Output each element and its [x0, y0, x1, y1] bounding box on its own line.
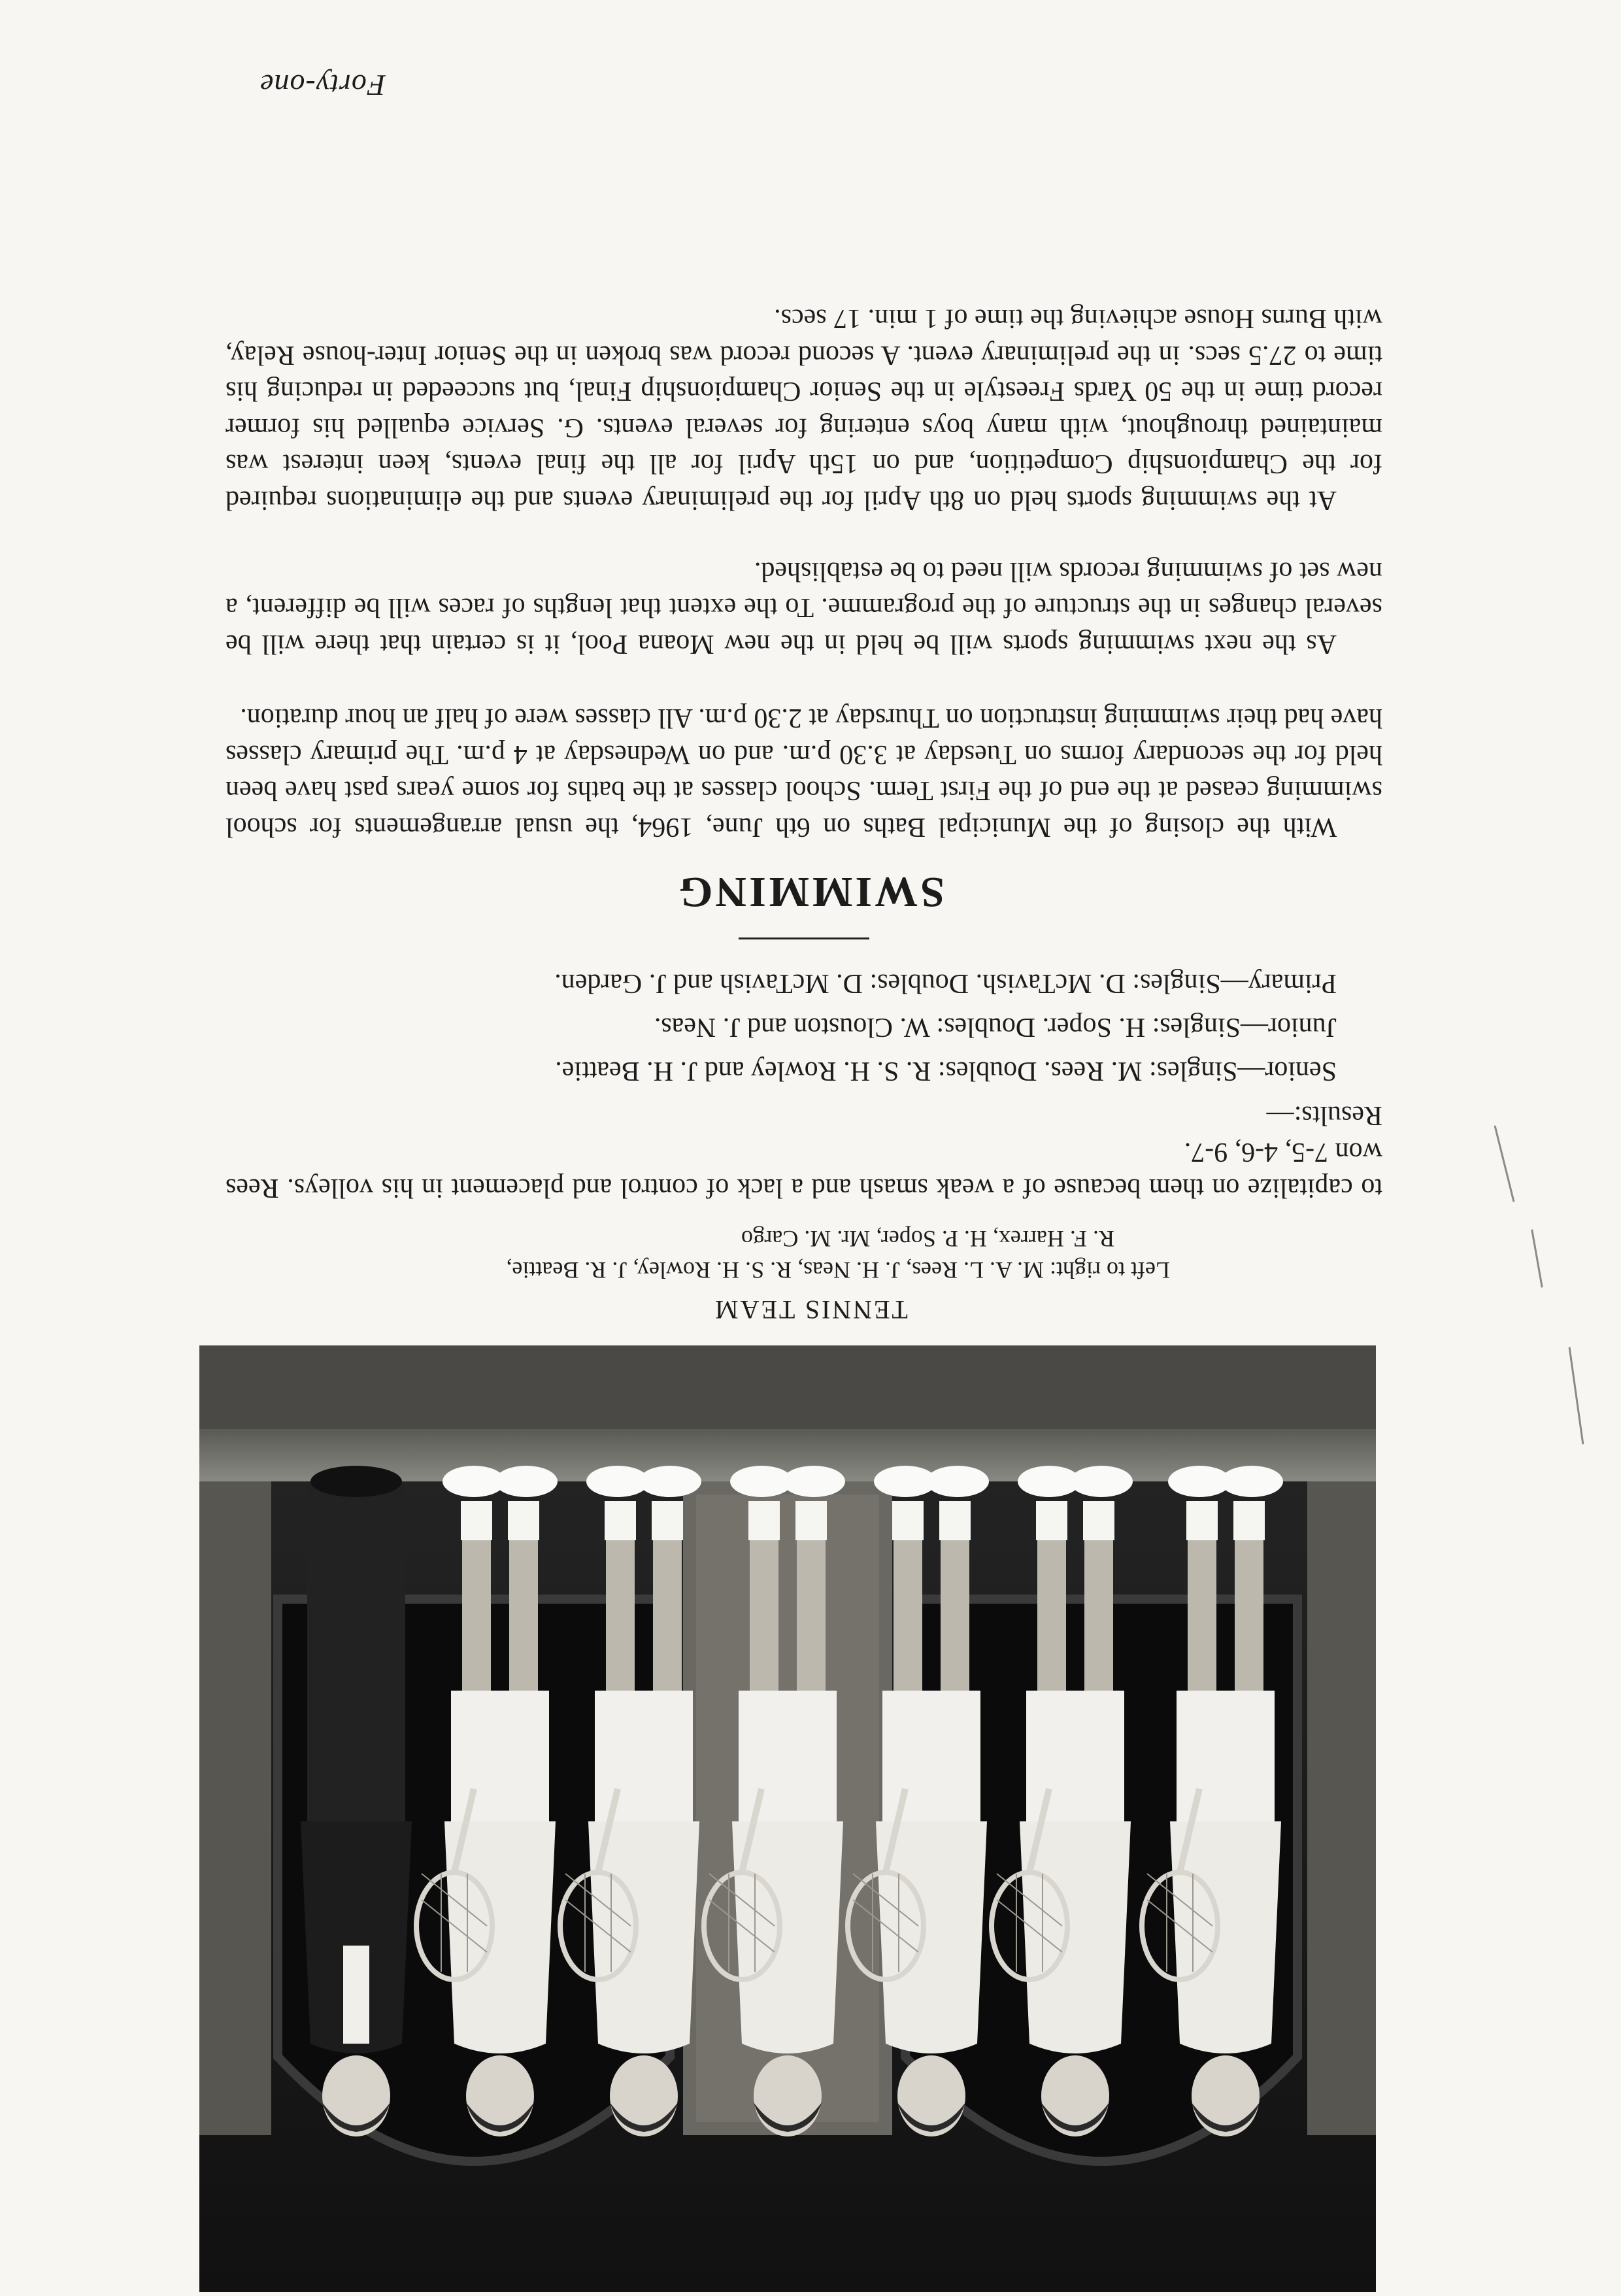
result-primary: Primary—Singles: D. McTavish. Doubles: D. McTavish and J. Garden. — [554, 968, 1337, 998]
swimming-paragraph-1 — [226, 700, 1382, 845]
caption-line-2: R. F. Harrex, H. P. Soper, Mr. M. Cargo — [741, 1226, 1114, 1252]
photo-illustration — [199, 1345, 1376, 2292]
result-junior: Junior—Singles: H. Soper. Doubles: W. Clouston and J. Neas. — [654, 1012, 1337, 1042]
paragraph-text: As the next swimming sports will be held in the new Moana Pool, it is certain that there will be several changes in the structure of the programme. To the extent that lengths of races will be different, a new set of swimming records will need to be established. — [226, 556, 1382, 659]
tennis-team-photo — [199, 1345, 1376, 2292]
tennis-paragraph: to capitalize on them because of a weak smash and a lack of control and placement in his volleys. Rees won 7-5, 4-6, 9-7. — [226, 1137, 1382, 1203]
page-number: Forty-one — [259, 69, 386, 102]
swimming-heading: SWIMMING — [677, 868, 944, 916]
photo-caption-title: TENNIS TEAM — [713, 1295, 908, 1325]
caption-line-1: Left to right: M. A. L. Rees, J. H. Neas, R. S. H. Rowley, J. R. Beattie, — [506, 1257, 1170, 1283]
results-label: Results:— — [1266, 1100, 1382, 1130]
result-senior: Senior—Singles: M. Rees. Doubles: R. S. H. Rowley and J. H. Beattie. — [555, 1056, 1337, 1086]
paragraph-text: With the closing of the Municipal Baths on 6th June, 1964, the usual arrangements for school swimming ceased at the end of the First Term. School classes at the baths for some years past have been held for the secondary forms on Tuesday at 3.30 p.m. and on Wednesday at 4 p.m. The primary classes have had their swimming instruction on Thursday at 2.30 p.m. All classes were of half an hour duration. — [226, 703, 1382, 842]
section-divider — [739, 937, 869, 939]
coach-figure — [301, 1466, 412, 2136]
paragraph-text: At the swimming sports held on 8th April for the preliminary events and the eliminations required for the Championship Competition, and on 15th April for all the final events, keen interest was maintained throughout, with many boys entering for several events. G. Service equalled his former record time in the 50 Yards Freestyle in the Senior Championship Final, but succeeded in reducing his time to 27.5 secs. in the preliminary event. A second record was broken in the Senior Inter-house Relay, with Burns House achieving the time of 1 min. 17 secs. — [226, 303, 1382, 515]
photo-caption-names — [235, 1223, 1170, 1286]
